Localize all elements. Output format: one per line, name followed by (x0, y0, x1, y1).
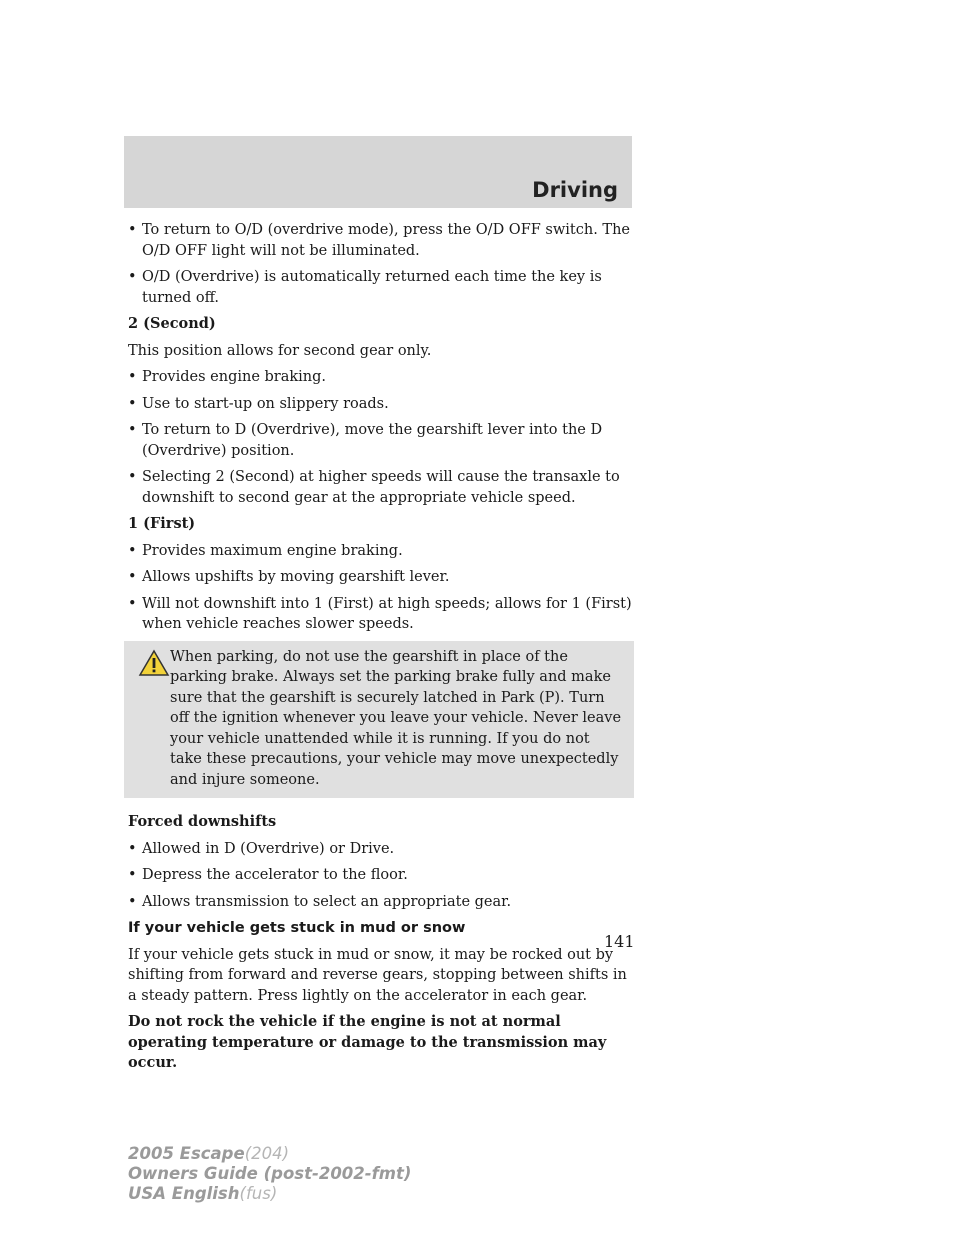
list-item: • Provides engine braking. (128, 369, 327, 385)
second-intro: This position allows for second gear only. (128, 342, 432, 359)
stuck-caution: Do not rock the vehicle if the engine is not at normal operating temperature or damage to the transmission may occur. (128, 1013, 607, 1071)
section-title: Driving (532, 178, 618, 202)
list-item: • To return to D (Overdrive), move the gearshift lever into the D (Overdrive) position. (128, 422, 603, 459)
footer-line-3: USA English(fus) (128, 1184, 278, 1203)
list-item: • Selecting 2 (Second) at higher speeds will cause the transaxle to downshift to second gear at the appropriate vehicle speed. (128, 469, 620, 506)
forced-downshifts-heading: Forced downshifts (128, 813, 277, 830)
page-content (128, 220, 634, 1080)
second-heading: 2 (Second) (128, 315, 216, 332)
stuck-body: If your vehicle gets stuck in mud or snow, it may be rocked out by shifting from forward and reverse gears, stopping between shifts in a steady pattern. Press lightly on the accelerator in each gear. (128, 946, 627, 1004)
list-item: • Allows transmission to select an appropriate gear. (128, 893, 512, 910)
list-item: • Allows upshifts by moving gearshift lever. (128, 569, 450, 585)
warning-text: When parking, do not use the gearshift in place of the parking brake. Always set the parking brake fully and make sure that the gearshift is securely latched in Park (P). Turn off the ignition whenever you leave your vehicle. Never leave your vehicle unattended while it is running. If you do not take these precautions, your vehicle may move unexpectedly and injure someone. (170, 648, 622, 788)
list-item: • Will not downshift into 1 (First) at high speeds; allows for 1 (First) when vehicle reaches slower speeds. (128, 595, 632, 632)
footer-line-1: 2005 Escape(204) (128, 1144, 290, 1163)
warning-box (124, 641, 634, 799)
footer-line-2: Owners Guide (post-2002-fmt) (128, 1164, 412, 1183)
list-item: • O/D (Overdrive) is automatically returned each time the key is turned off. (128, 269, 602, 306)
list-item: • Provides maximum engine braking. (128, 542, 403, 559)
first-heading: 1 (First) (128, 515, 196, 532)
list-item: • Depress the accelerator to the floor. (128, 867, 408, 883)
list-item: • To return to O/D (overdrive mode), press the O/D OFF switch. The O/D OFF light will not be illuminated. (128, 222, 631, 259)
warning-triangle-icon (138, 649, 170, 677)
section-header-band (124, 136, 632, 208)
stuck-heading: If your vehicle gets stuck in mud or snow (128, 920, 466, 936)
list-item: • Allowed in D (Overdrive) or Drive. (128, 840, 395, 857)
list-item: • Use to start-up on slippery roads. (128, 395, 389, 412)
footer (128, 1144, 411, 1204)
page-number: 141 (604, 932, 635, 951)
